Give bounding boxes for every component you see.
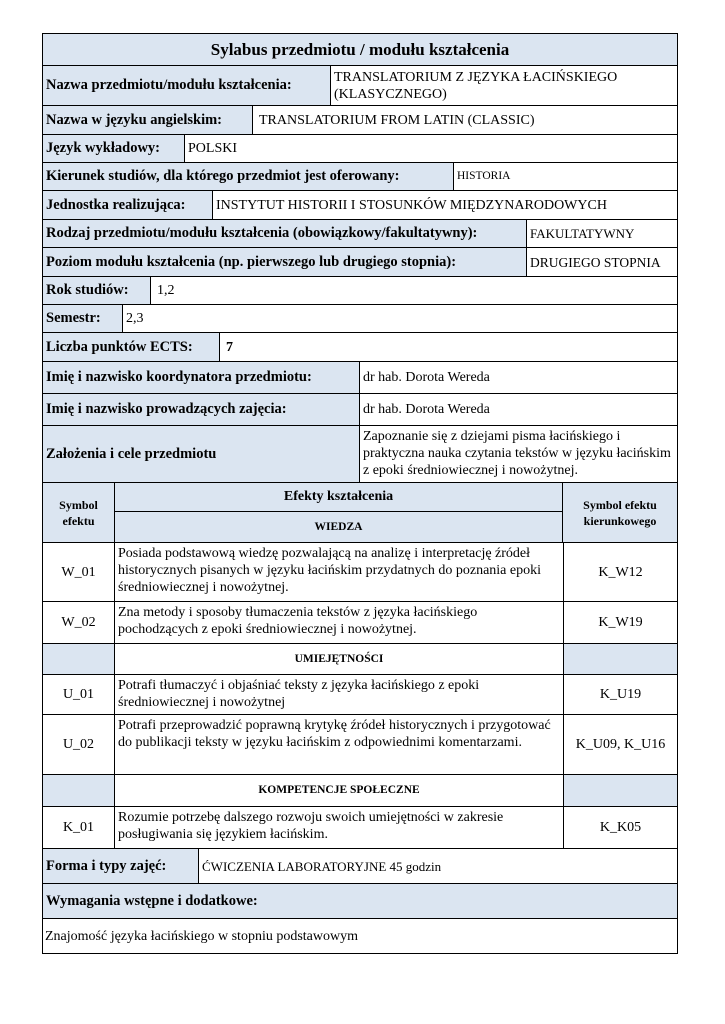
row-requirements-header	[42, 884, 678, 919]
ects-label: Liczba punktów ECTS:	[43, 333, 219, 361]
effect-text: Rozumie potrzebę dalszego rozwoju swoich umiejętności w zakresie posługiwania się językiem łacińskim.	[114, 807, 563, 848]
section-kompetencje-header: KOMPETENCJE SPOŁECZNE	[114, 775, 563, 806]
name-pl-label: Nazwa przedmiotu/modułu kształcenia:	[43, 66, 330, 105]
section-spacer-right	[563, 644, 677, 674]
coordinator-label: Imię i nazwisko koordynatora przedmiotu:	[43, 362, 359, 393]
effect-symbol: W_02	[61, 615, 96, 630]
unit-label: Jednostka realizująca:	[43, 191, 212, 219]
effect-row	[42, 715, 678, 775]
level-label: Poziom modułu kształcenia (np. pierwszego lub drugiego stopnia):	[43, 248, 526, 276]
effect-row	[42, 602, 678, 644]
row-requirements-value	[42, 919, 678, 954]
col-target-header: Symbol efektu kierunkowego	[563, 483, 677, 542]
teachers-value: dr hab. Dorota Wereda	[359, 394, 677, 425]
type-value: FAKULTATYWNY	[526, 220, 677, 247]
row-goals	[42, 426, 678, 483]
effect-symbol: W_01	[61, 564, 96, 580]
form-label: Forma i typy zajęć:	[43, 849, 198, 883]
row-name-en	[42, 106, 678, 135]
section-spacer-left	[43, 644, 114, 674]
page-title: Sylabus przedmiotu / modułu kształcenia	[43, 34, 677, 65]
effect-symbol: U_02	[62, 737, 95, 752]
ects-value: 7	[219, 333, 677, 361]
col-effects-header: Efekty kształcenia	[115, 483, 562, 512]
year-value: 1,2	[150, 277, 677, 304]
row-teachers	[42, 394, 678, 426]
form-value: ĆWICZENIA LABORATORYJNE 45 godzin	[198, 849, 677, 883]
effect-target: K_U09, K_U16	[563, 715, 677, 774]
year-label: Rok studiów:	[43, 277, 150, 304]
row-ects	[42, 333, 678, 362]
section-row	[42, 775, 678, 807]
row-semester	[42, 305, 678, 333]
effects-header-mid	[114, 483, 563, 542]
name-en-label: Nazwa w języku angielskim:	[43, 106, 252, 134]
field-label: Kierunek studiów, dla którego przedmiot jest oferowany:	[43, 163, 453, 190]
level-value: DRUGIEGO STOPNIA	[526, 248, 677, 276]
effect-target: K_W19	[563, 602, 677, 643]
effect-row	[42, 807, 678, 849]
effect-row	[42, 675, 678, 715]
effect-target: K_W12	[563, 543, 677, 601]
effect-text: Potrafi przeprowadzić poprawną krytykę źródeł historycznych i przygotować do publikacji teksty w języku łacińskim z odpowiednimi komentarzami.	[114, 715, 563, 774]
effect-symbol: K_01	[62, 820, 95, 835]
section-umiejetnosci-header: UMIEJĘTNOŚCI	[114, 644, 563, 674]
semester-label: Semestr:	[43, 305, 122, 332]
row-year	[42, 277, 678, 305]
row-level	[42, 248, 678, 277]
effect-text: Posiada podstawową wiedzę pozwalającą na analizę i interpretację źródeł historycznych pisanych w języku łacińskim przydatnych do poznania epoki średniowiecznej i nowożytnej.	[114, 543, 563, 601]
field-value: HISTORIA	[453, 163, 677, 190]
requirements-label: Wymagania wstępne i dodatkowe:	[43, 884, 677, 918]
semester-value: 2,3	[122, 305, 677, 332]
effects-header	[42, 483, 678, 543]
syllabus-table	[42, 33, 678, 954]
effect-target: K_U19	[563, 675, 677, 714]
name-en-value: TRANSLATORIUM FROM LATIN (CLASSIC)	[252, 106, 677, 134]
effect-text: Zna metody i sposoby tłumaczenia tekstów z języka łacińskiego pochodzących z epoki średniowiecznej i nowożytnej.	[114, 602, 563, 643]
section-spacer-right	[563, 775, 677, 806]
row-form	[42, 849, 678, 884]
requirements-value: Znajomość języka łacińskiego w stopniu podstawowym	[45, 928, 358, 944]
unit-value: INSTYTUT HISTORII I STOSUNKÓW MIĘDZYNARODOWYCH	[212, 191, 677, 219]
goals-label: Założenia i cele przedmiotu	[43, 426, 359, 482]
title-row	[42, 33, 678, 66]
effect-target: K_K05	[563, 807, 677, 848]
row-type	[42, 220, 678, 248]
type-label: Rodzaj przedmiotu/modułu kształcenia (obowiązkowy/fakultatywny):	[43, 220, 526, 247]
effect-symbol: U_01	[62, 687, 95, 702]
row-field	[42, 163, 678, 191]
goals-value: Zapoznanie się z dziejami pisma łacińskiego i praktyczna nauka czytania tekstów w języku łacińskim z epoki średniowiecznej i nowożytnej.	[359, 426, 677, 482]
effect-row	[42, 543, 678, 602]
row-name-pl	[42, 66, 678, 106]
section-row	[42, 644, 678, 675]
name-pl-value: TRANSLATORIUM Z JĘZYKA ŁACIŃSKIEGO (KLASYCZNEGO)	[330, 66, 677, 105]
row-unit	[42, 191, 678, 220]
section-wiedza-header: WIEDZA	[115, 512, 562, 542]
language-value: POLSKI	[184, 135, 677, 162]
row-language	[42, 135, 678, 163]
col-symbol-header: Symbol efektu	[43, 483, 114, 542]
coordinator-value: dr hab. Dorota Wereda	[359, 362, 677, 393]
row-coordinator	[42, 362, 678, 394]
teachers-label: Imię i nazwisko prowadzących zajęcia:	[43, 394, 359, 425]
section-spacer-left	[43, 775, 114, 806]
effect-text: Potrafi tłumaczyć i objaśniać teksty z języka łacińskiego z epoki średniowiecznej i nowożytnej	[114, 675, 563, 714]
language-label: Język wykładowy:	[43, 135, 184, 162]
